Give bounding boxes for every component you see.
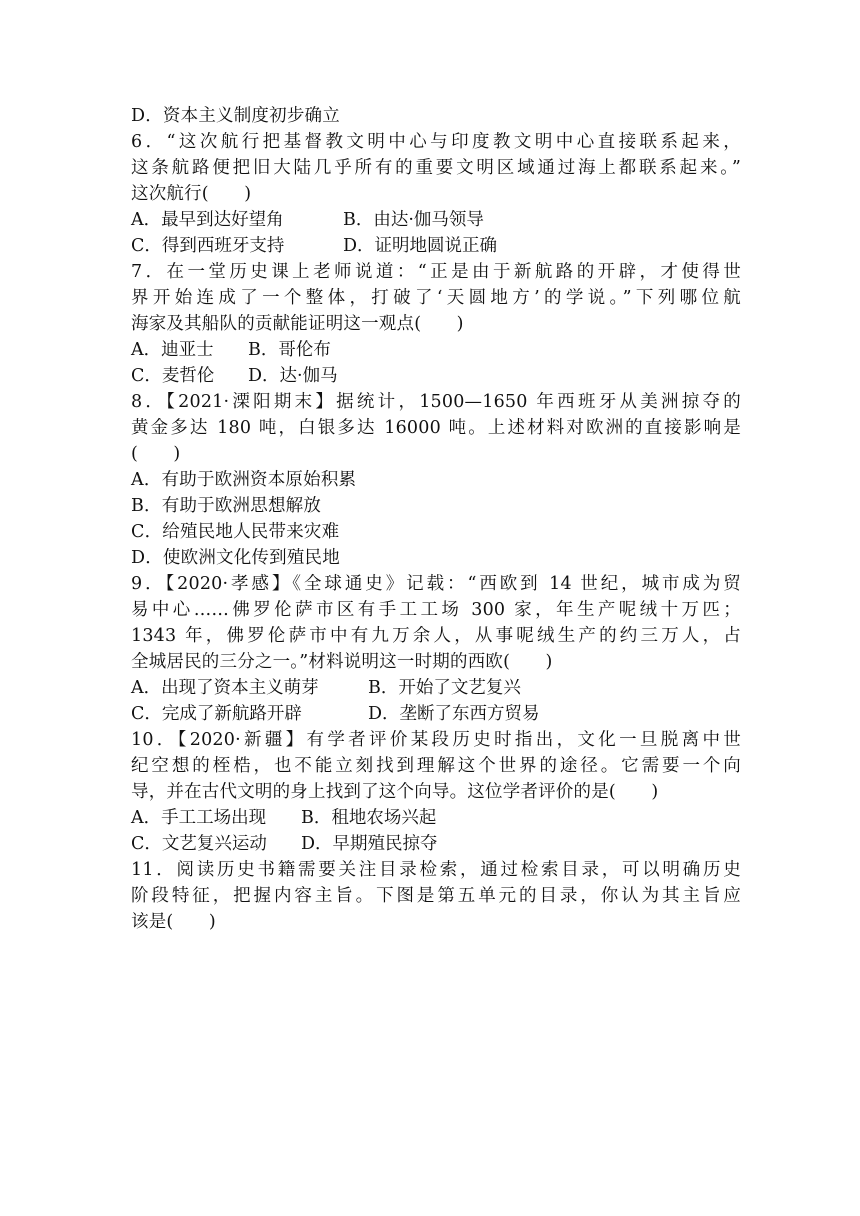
question-7-stem-line: 界开始连成了一个整体，打破了‘天圆地方’的学说。”下列哪位航 [131,288,741,308]
question-11 [131,857,741,935]
question-7-stem-line: 7．在一堂历史课上老师说道：“正是由于新航路的开辟，才使得世 [131,262,741,282]
question-10-stem-line: 10．【2020·新疆】有学者评价某段历史时指出，文化一旦脱离中世 [131,730,741,750]
question-9-options-row [131,701,741,727]
question-10-option-c: C．文艺复兴运动 [131,834,267,854]
question-8-stem-line: 8．【2021·溧阳期末】据统计，1500—1650 年西班牙从美洲掠夺的 [131,392,741,412]
question-7-option-d: D．达·伽马 [248,366,338,386]
question-9-stem-line: 全城居民的三分之一。”材料说明这一时期的西欧( ) [131,652,553,672]
question-7-options-row [131,363,741,389]
question-8-option-a: A．有助于欧洲资本原始积累 [131,470,357,490]
question-10-options-row [131,831,741,857]
question-6-option-a: A．最早到达好望角 [131,210,284,230]
question-10 [131,727,741,857]
question-8-stem-line: ( ) [131,444,181,464]
question-7-option-a: A．迪亚士 [131,340,214,360]
question-6-option-b: B．由达·伽马领导 [343,210,484,230]
question-9-option-c: C．完成了新航路开辟 [131,704,302,724]
question-9-stem-line: 1343 年，佛罗伦萨市中有九万余人，从事呢绒生产的约三万人，占 [131,626,741,646]
question-6-options-row [131,233,741,259]
question-11-stem-line: 阶段特征，把握内容主旨。下图是第五单元的目录，你认为其主旨应 [131,886,741,906]
question-list [131,103,741,935]
question-11-stem-line: 该是( ) [131,912,216,932]
question-8-stem-line: 黄金多达 180 吨，白银多达 16000 吨。上述材料对欧洲的直接影响是 [131,418,741,438]
question-6-option-c: C．得到西班牙支持 [131,236,285,256]
question-6-stem-line: 这次航行( ) [131,184,252,204]
question-9 [131,571,741,727]
question-10-stem-line: 纪空想的桎梏，也不能立刻找到理解这个世界的途径。它需要一个向 [131,756,741,776]
question-8 [131,389,741,571]
question-8-option-c: C．给殖民地人民带来灾难 [131,522,340,542]
question-7-options-row [131,337,741,363]
question-6-stem-line: 这条航路便把旧大陆几乎所有的重要文明区域通过海上都联系起来。” [131,158,741,178]
question-10-options-row [131,805,741,831]
question-6 [131,129,741,259]
question-7-option-c: C．麦哲伦 [131,366,215,386]
question-6-option-d: D．证明地圆说正确 [343,236,498,256]
question-11-stem-line: 11．阅读历史书籍需要关注目录检索，通过检索目录，可以明确历史 [131,860,741,880]
question-7-stem-line: 海家及其船队的贡献能证明这一观点( ) [131,314,464,334]
question-10-option-d: D．早期殖民掠夺 [301,834,438,854]
question-10-stem-line: 导，并在古代文明的身上找到了这个向导。这位学者评价的是( ) [131,782,659,802]
question-6-options-row [131,207,741,233]
question-6-stem-line: 6．“这次航行把基督教文明中心与印度教文明中心直接联系起来， [131,132,741,152]
question-8-option-b: B．有助于欧洲思想解放 [131,496,322,516]
question-9-option-b: B．开始了文艺复兴 [368,678,521,698]
question-7-option-b: B．哥伦布 [248,340,331,360]
question-8-option-d: D．使欧洲文化传到殖民地 [131,548,340,568]
question-9-option-d: D．垄断了东西方贸易 [368,704,540,724]
question-9-option-a: A．出现了资本主义萌芽 [131,678,319,698]
prev-question-option-d: D．资本主义制度初步确立 [131,106,340,126]
question-10-option-a: A．手工工场出现 [131,808,267,828]
question-10-option-b: B．租地农场兴起 [301,808,437,828]
question-9-stem-line: 易中心……佛罗伦萨市区有手工工场 300 家，年生产呢绒十万匹； [131,600,741,620]
question-9-options-row [131,675,741,701]
question-9-stem-line: 9．【2020·孝感】《全球通史》记载：“西欧到 14 世纪，城市成为贸 [131,574,741,594]
question-7 [131,259,741,389]
